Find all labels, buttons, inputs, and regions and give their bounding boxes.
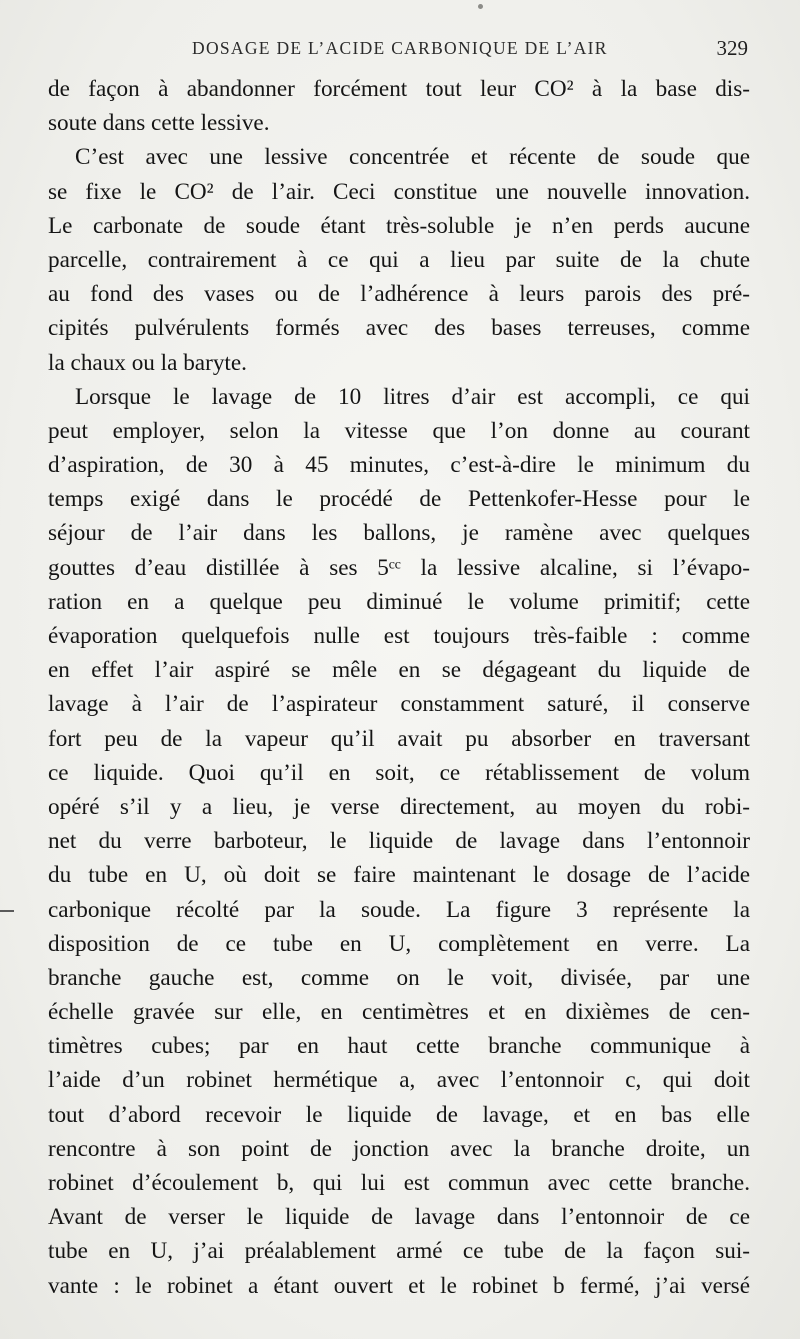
- margin-mark: [0, 910, 14, 912]
- text-line: gouttes d’eau distillée à ses 5ᶜᶜ la lessive alcaline, si l’évapo-: [48, 554, 750, 581]
- text-line: du tube en U, où doit se faire maintenant le dosage de l’acide: [48, 862, 750, 889]
- text-line: échelle gravée sur elle, en centimètres et en dixièmes de cen-: [48, 999, 750, 1026]
- text-line: cipités pulvérulents formés avec des bases terreuses, comme: [48, 315, 750, 342]
- text-line: vante : le robinet a étant ouvert et le robinet b fermé, j’ai versé: [48, 1272, 750, 1299]
- text-line: peut employer, selon la vitesse que l’on donne au courant: [48, 417, 750, 444]
- text-line: timètres cubes; par en haut cette branche communique à: [48, 1033, 750, 1060]
- text-line: ration en a quelque peu diminué le volume primitif; cette: [48, 588, 750, 615]
- body-text: [48, 72, 750, 1303]
- text-line: séjour de l’air dans les ballons, je ramène avec quelques: [48, 520, 750, 547]
- text-line: au fond des vases ou de l’adhérence à leurs parois des pré-: [48, 281, 750, 308]
- text-line: branche gauche est, comme on le voit, divisée, par une: [48, 964, 750, 991]
- text-line: C’est avec une lessive concentrée et récente de soude que: [75, 144, 750, 171]
- text-line: Lorsque le lavage de 10 litres d’air est accompli, ce qui: [75, 383, 750, 410]
- text-line: tube en U, j’ai préalablement armé ce tube de la façon sui-: [48, 1238, 750, 1265]
- text-line: temps exigé dans le procédé de Pettenkofer-Hesse pour le: [48, 486, 750, 513]
- text-line: soute dans cette lessive.: [48, 110, 270, 137]
- running-head: DOSAGE DE L’ACIDE CARBONIQUE DE L’AIR: [192, 38, 608, 58]
- text-line: tout d’abord recevoir le liquide de lavage, et en bas elle: [48, 1101, 750, 1128]
- text-line: fort peu de la vapeur qu’il avait pu absorber en traversant: [48, 725, 750, 752]
- text-line: d’aspiration, de 30 à 45 minutes, c’est-à-dire le minimum du: [48, 452, 750, 479]
- text-line: se fixe le CO² de l’air. Ceci constitue une nouvelle innovation.: [48, 178, 750, 205]
- page-header: [48, 36, 752, 66]
- text-line: parcelle, contrairement à ce qui a lieu par suite de la chute: [48, 246, 750, 273]
- text-line: robinet d’écoulement b, qui lui est commun avec cette branche.: [48, 1170, 750, 1196]
- text-line: en effet l’air aspiré se mêle en se dégageant du liquide de: [48, 657, 750, 684]
- text-line: Le carbonate de soude étant très-soluble je n’en perds aucune: [48, 212, 750, 239]
- text-line: l’aide d’un robinet hermétique a, avec l’entonnoir c, qui doit: [48, 1067, 750, 1094]
- ink-speck: [478, 4, 483, 9]
- text-line: carbonique récolté par la soude. La figure 3 représente la: [48, 896, 750, 923]
- text-line: disposition de ce tube en U, complètement en verre. La: [48, 930, 750, 957]
- page-number: 329: [716, 36, 748, 60]
- text-line: de façon à abandonner forcément tout leur CO² à la base dis-: [48, 76, 750, 102]
- text-line: net du verre barboteur, le liquide de lavage dans l’entonnoir: [48, 828, 750, 855]
- text-line: la chaux ou la baryte.: [48, 349, 247, 376]
- text-line: lavage à l’air de l’aspirateur constamment saturé, il conserve: [48, 691, 750, 718]
- text-line: opéré s’il y a lieu, je verse directement, au moyen du robi-: [48, 793, 750, 820]
- text-line: ce liquide. Quoi qu’il en soit, ce rétablissement de volum: [48, 759, 750, 786]
- text-line: rencontre à son point de jonction avec la branche droite, un: [48, 1135, 750, 1162]
- text-line: Avant de verser le liquide de lavage dans l’entonnoir de ce: [48, 1204, 750, 1231]
- text-line: évaporation quelquefois nulle est toujours très-faible : comme: [48, 623, 750, 649]
